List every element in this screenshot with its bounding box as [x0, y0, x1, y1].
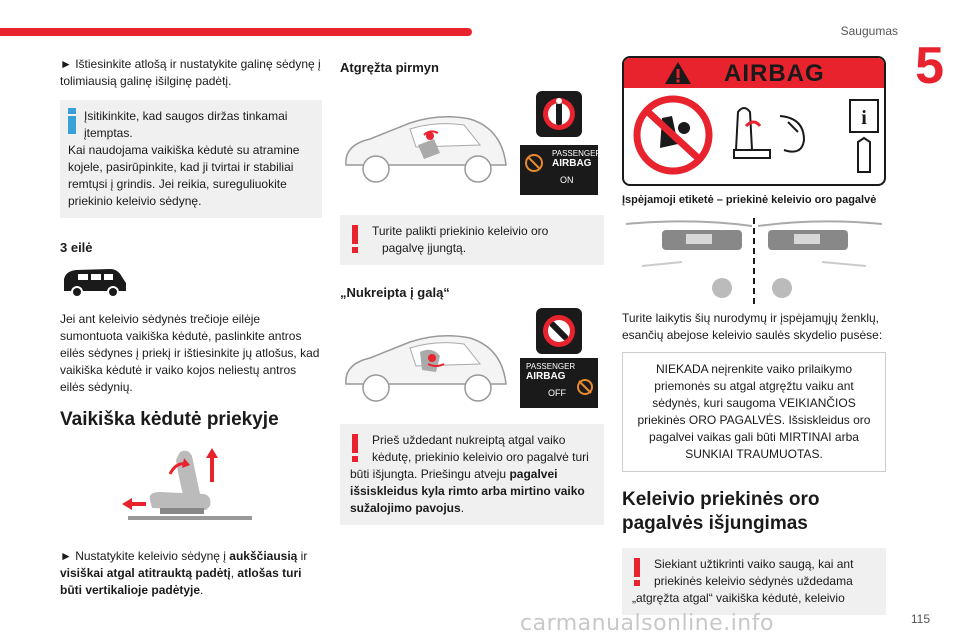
section-title: Saugumas	[840, 24, 898, 38]
row3-paragraph: Jei ant keleivio sėdynės trečioje eilėje sumontuota vaikiška kėdutė, paslinkite antros eilės sėdynes į priekį ir ištiesinkite jų atlošus, kad vaikiška kėdutė ir vaiko kojos neliestų antros eilės sėdynių.	[60, 312, 320, 394]
label-caption: Įspėjamoji etiketė – priekinė keleivio oro pagalvė	[622, 194, 877, 206]
svg-text:i: i	[861, 107, 867, 129]
column-middle	[340, 56, 604, 525]
front-seat-heading: Vaikiška kėdutė priekyje	[60, 409, 279, 430]
warning-rear-rest: būti išjungta. Priešingu atveju pagalvei išsiskleidus kyla rimto arba mirtino vaiko sužalojimo pavojus.	[350, 467, 585, 515]
seat-adjust-illustration	[120, 446, 322, 526]
warning-box-deactivation: Siekiant užtikrinti vaiko saugą, kai ant priekinės keleivio sėdynės uždedama „atgręžta atgal“ vaikiška kėdutė, keleivio	[622, 548, 886, 615]
passenger-airbag-off-indicator: PASSENGER AIRBAG OFF	[520, 358, 598, 408]
warning-box-forward: Turite palikti priekinio keleivio oro pagalvę įjungtą.	[340, 215, 604, 265]
airbag-warning-label	[622, 56, 886, 186]
page-number: 115	[910, 612, 930, 626]
airbag-deactivation-switch-icon	[536, 91, 582, 137]
header-accent-bar	[0, 28, 472, 36]
airbag-switch-off-icon	[536, 308, 582, 354]
rear-facing-illustration	[340, 312, 604, 412]
warning-icon	[352, 225, 358, 253]
read-manual-icon	[848, 98, 882, 178]
airbag-label-title: AIRBAG	[724, 60, 825, 87]
forward-facing-illustration	[340, 89, 604, 201]
column-right	[622, 56, 886, 615]
prohibited-rear-facing-seat-icon	[632, 94, 714, 176]
forward-facing-heading: Atgręžta pirmyn	[340, 60, 439, 75]
minivan-icon	[60, 265, 322, 301]
front-seat-paragraph: ► Nustatykite keleivio sėdynę į aukščiausią ir visiškai atgal atitrauktą padėtį, atlošas turi būti vertikalioje padėtyje.	[60, 548, 322, 599]
warning-box-rear: Prieš uždedant nukreiptą atgal vaiko kėdutę, priekinio keleivio oro pagalvė turi būti išjungta. Priešingu atveju pagalvei išsiskleidus kyla rimto arba mirtino vaiko sužalojimo pavojus.	[340, 424, 604, 525]
deactivation-heading: Keleivio priekinės oro pagalvės išjungimas	[622, 489, 820, 534]
passenger-airbag-on-indicator: PASSENGER AIRBAG ON	[520, 145, 598, 195]
instruction-paragraph: Turite laikytis šių nurodymų ir įspėjamųjų ženklų, esančių abejose keleivio saulės skydelio pusėse:	[622, 311, 883, 342]
airbag-label-header	[624, 58, 884, 88]
chapter-number: 5	[915, 37, 944, 95]
rear-facing-heading: „Nukreipta į galą“	[340, 285, 450, 300]
info-box	[60, 100, 322, 218]
warning-icon	[352, 434, 358, 462]
info-line-2: įtemptas.	[84, 126, 133, 140]
watermark: carmanualsonline.info	[520, 611, 774, 636]
warning-icon	[634, 558, 640, 586]
info-icon	[68, 108, 76, 134]
row3-heading: 3 eilė	[60, 240, 93, 255]
intro-paragraph: ► Ištiesinkite atlošą ir nustatykite galinę sėdynę į tolimiausią galinę išilginę padėtį.	[60, 56, 322, 90]
seat-with-airbag-icon	[724, 96, 834, 176]
column-left	[60, 56, 322, 599]
info-line-1: Įsitikinkite, kad saugos diržas tinkamai	[84, 109, 288, 123]
warning-triangle-icon	[664, 61, 692, 85]
info-rest: Kai naudojama vaikiška kėdutė su atramine kojele, pasirūpinkite, kad ji tvirtai ir stabiliai remtųsi į grindis. Jei reikia, sureguliuokite priekinio keleivio sėdynę.	[68, 143, 300, 208]
sun-visor-illustration	[622, 216, 886, 306]
fatal-warning-box: NIEKADA neįrenkite vaiko prilaikymo priemonės su atgal atgręžtu vaiku ant sėdynės, kuri saugoma VEIKIANČIOS priekinės ORO PAGALVĖS. Išsiskleidus oro pagalvei vaikas gali būti MIRTINAI arba SUNKIAI TRAUMUOTAS.	[622, 352, 886, 472]
